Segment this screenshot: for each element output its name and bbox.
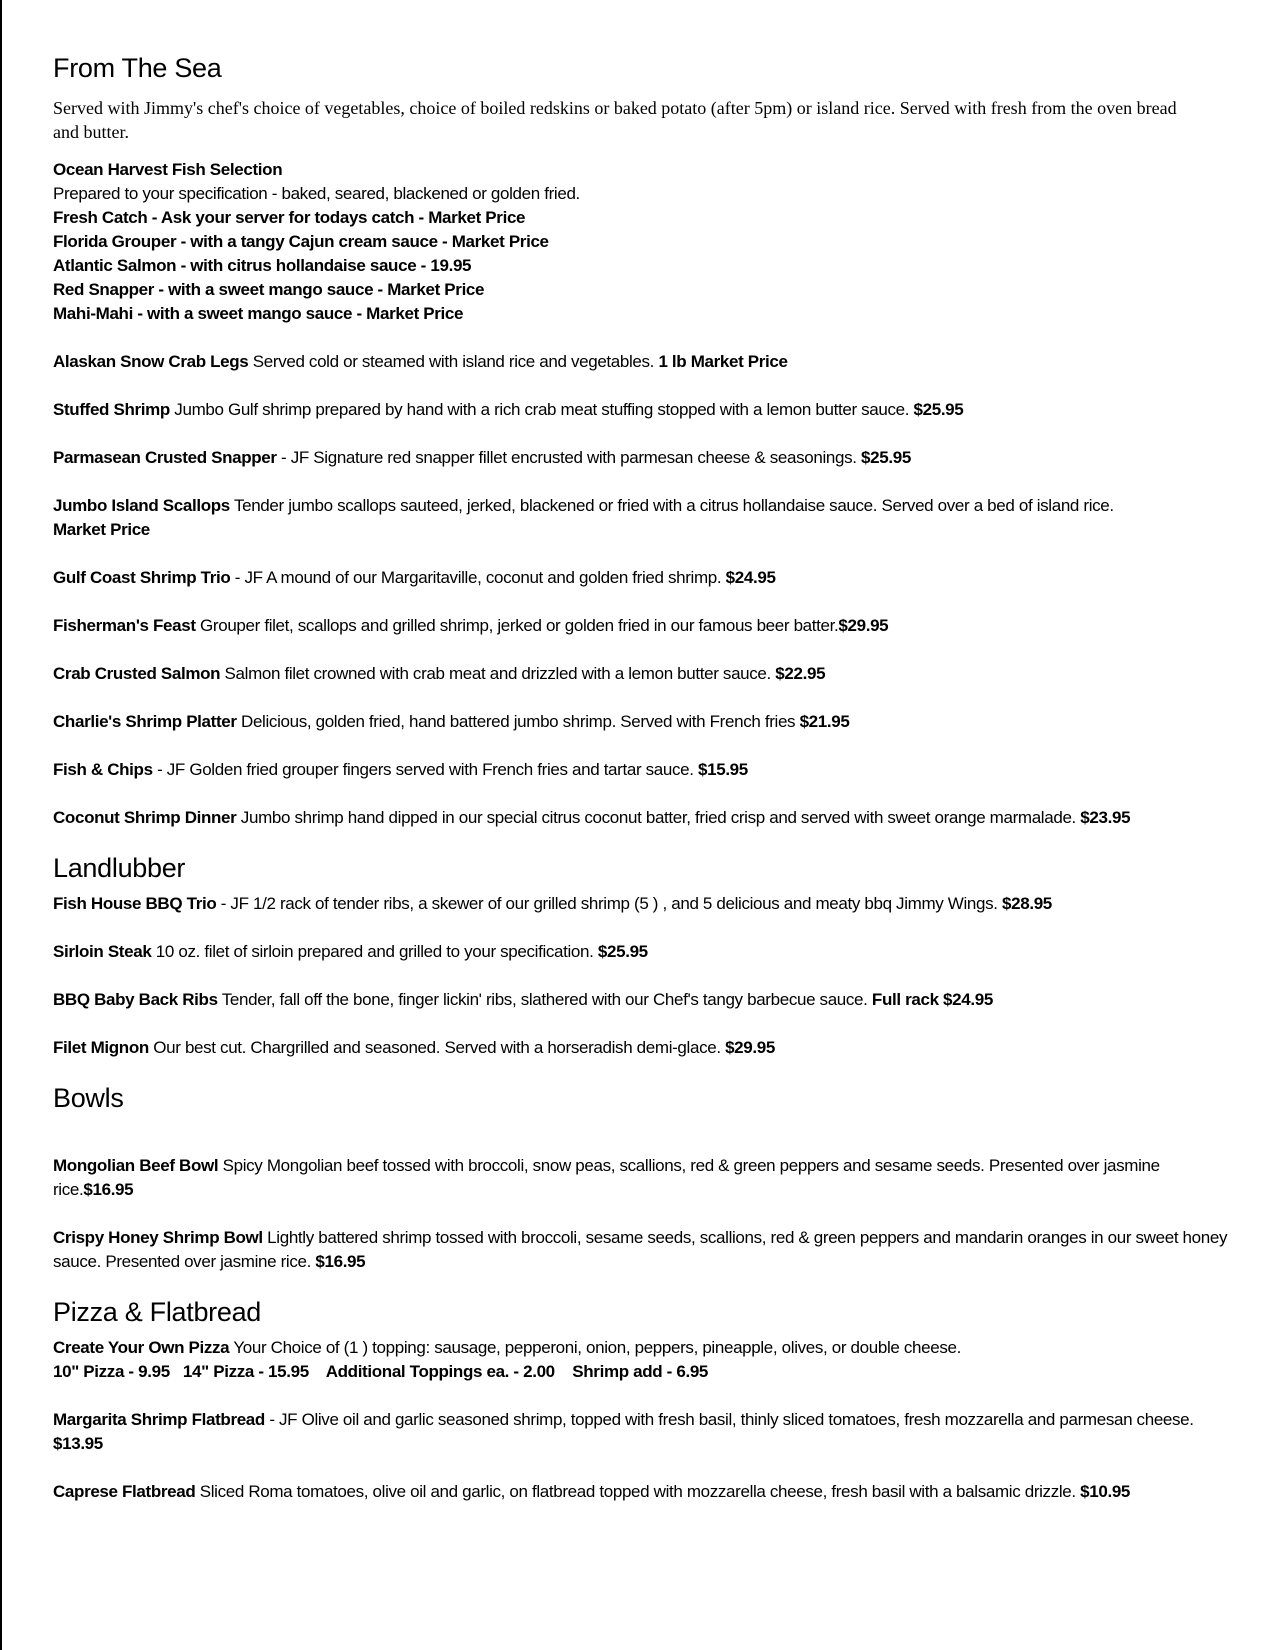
item-name: Parmasean Crusted Snapper [53, 448, 277, 467]
item-name: Fish & Chips [53, 760, 153, 779]
section-title-sea: From The Sea [53, 53, 222, 83]
item-description: Signature red snapper fillet encrusted with parmesan cheese & seasonings. [308, 448, 862, 467]
menu-item-mongolian-beef-bowl [53, 1154, 1243, 1202]
item-tag: - JF [264, 1410, 298, 1429]
menu-item-fish-and-chips [53, 758, 1243, 782]
item-price: $23.95 [1080, 808, 1131, 827]
section-title-bowls: Bowls [53, 1083, 124, 1113]
item-price: $16.95 [83, 1180, 134, 1199]
sea-items [53, 350, 1243, 830]
item-name: BBQ Baby Back Ribs [53, 990, 218, 1009]
menu-item-jumbo-island-scallops [53, 494, 1243, 542]
item-name: Caprese Flatbread [53, 1482, 196, 1501]
item-description: Jumbo shrimp hand dipped in our special citrus coconut batter, fried crisp and served with sweet orange marmalade. [236, 808, 1081, 827]
item-name: Alaskan Snow Crab Legs [53, 352, 249, 371]
fish-option: Florida Grouper - with a tangy Cajun cream sauce - Market Price [53, 232, 549, 251]
pizza-items [53, 1336, 1243, 1504]
item-description: 1/2 rack of tender ribs, a skewer of our grilled shrimp (5 ) , and 5 delicious and meaty bbq Jimmy Wings. [248, 894, 1003, 913]
item-description: Tender, fall off the bone, finger lickin' ribs, slathered with our Chef's tangy barbecue sauce. [217, 990, 872, 1009]
item-name: Crab Crusted Salmon [53, 664, 221, 683]
item-tag: - JF [230, 568, 263, 587]
item-description: Spicy Mongolian beef tossed with broccoli, snow peas, scallions, red & green peppers and sesame seeds. Presented over jasmine rice. [53, 1156, 1160, 1199]
fish-option: Fresh Catch - Ask your server for todays catch - Market Price [53, 208, 526, 227]
item-price: $25.95 [597, 942, 648, 961]
item-description: Salmon filet crowned with crab meat and drizzled with a lemon butter sauce. [220, 664, 776, 683]
item-description: Our best cut. Chargrilled and seasoned. Served with a horseradish demi-glace. [148, 1038, 726, 1057]
item-name: Mongolian Beef Bowl [53, 1156, 219, 1175]
item-name: Margarita Shrimp Flatbread [53, 1410, 265, 1429]
fish-selection-title: Ocean Harvest Fish Selection [53, 160, 283, 179]
fish-option: Red Snapper - with a sweet mango sauce - Market Price [53, 280, 485, 299]
item-price: $16.95 [315, 1252, 366, 1271]
menu-item-alaskan-snow-crab-legs [53, 350, 1243, 374]
menu-item-fish-house-bbq-trio [53, 892, 1243, 916]
landlubber-items [53, 892, 1243, 1060]
item-name: Crispy Honey Shrimp Bowl [53, 1228, 263, 1247]
section-title-landlubber: Landlubber [53, 853, 186, 883]
item-name: Create Your Own Pizza [53, 1338, 230, 1357]
menu-item-charlies-shrimp-platter [53, 710, 1243, 734]
item-description: A mound of our Margaritaville, coconut and golden fried shrimp. [262, 568, 726, 587]
item-price: $25.95 [913, 400, 964, 419]
fish-selection-description: Prepared to your specification - baked, seared, blackened or golden fried. [53, 184, 580, 203]
item-price: $13.95 [53, 1434, 103, 1453]
item-price: $25.95 [861, 448, 911, 467]
menu-item-sirloin-steak [53, 940, 1243, 964]
item-name: Stuffed Shrimp [53, 400, 170, 419]
item-description: Golden fried grouper fingers served with French fries and tartar sauce. [184, 760, 698, 779]
item-name: Jumbo Island Scallops [53, 496, 230, 515]
item-price: $22.95 [775, 664, 826, 683]
item-name: Gulf Coast Shrimp Trio [53, 568, 231, 587]
item-tag: - JF [276, 448, 309, 467]
item-description: Your Choice of (1 ) topping: sausage, pepperoni, onion, peppers, pineapple, olives, or double cheese. [229, 1338, 961, 1357]
menu-item-margarita-shrimp-flatbread [53, 1408, 1243, 1456]
item-name: Fish House BBQ Trio [53, 894, 217, 913]
item-tag: - JF [152, 760, 185, 779]
item-description: Lightly battered shrimp tossed with broccoli, sesame seeds, scallions, red & green peppers and mandarin oranges in our sweet honey sauce. Presented over jasmine rice. [53, 1228, 1228, 1271]
menu-item-crispy-honey-shrimp-bowl [53, 1226, 1243, 1274]
section-pizza-flatbread [53, 1294, 1243, 1504]
menu-item-stuffed-shrimp [53, 398, 1243, 422]
menu-item-caprese-flatbread [53, 1480, 1243, 1504]
item-description: Olive oil and garlic seasoned shrimp, topped with fresh basil, thinly sliced tomatoes, fresh mozzarella and parmesan cheese. [297, 1410, 1194, 1429]
section-from-the-sea [53, 50, 1243, 830]
item-description: Served cold or steamed with island rice and vegetables. [248, 352, 659, 371]
item-price: Market Price [53, 520, 150, 539]
menu-item-fishermans-feast [53, 614, 1243, 638]
menu-item-coconut-shrimp-dinner [53, 806, 1243, 830]
menu-page [53, 50, 1243, 1504]
menu-item-create-your-own-pizza [53, 1336, 1243, 1384]
item-price: 1 lb Market Price [658, 352, 788, 371]
section-title-pizza: Pizza & Flatbread [53, 1297, 261, 1327]
item-name: Coconut Shrimp Dinner [53, 808, 237, 827]
section-bowls [53, 1080, 1243, 1274]
item-description: 10 oz. filet of sirloin prepared and grilled to your specification. [151, 942, 598, 961]
section-intro-sea: Served with Jimmy's chef's choice of vegetables, choice of boiled redskins or baked potato (after 5pm) or island rice. Served with fresh from the oven bread and butter. [53, 98, 1177, 142]
item-name: Fisherman's Feast [53, 616, 196, 635]
item-price: $29.95 [838, 616, 889, 635]
bowls-items [53, 1154, 1243, 1274]
item-description: Sliced Roma tomatoes, olive oil and garlic, on flatbread topped with mozzarella cheese, fresh basil with a balsamic drizzle. [195, 1482, 1081, 1501]
item-name: Filet Mignon [53, 1038, 149, 1057]
item-price: $21.95 [799, 712, 850, 731]
item-price: Full rack $24.95 [871, 990, 993, 1009]
item-tag: - JF [216, 894, 249, 913]
item-description: Grouper filet, scallops and grilled shrimp, jerked or golden fried in our famous beer batter. [195, 616, 839, 635]
page-left-border [0, 0, 2, 1650]
menu-item-crab-crusted-salmon [53, 662, 1243, 686]
item-price: $24.95 [725, 568, 776, 587]
section-landlubber [53, 850, 1243, 1060]
item-price: $28.95 [1002, 894, 1052, 913]
fish-selection-block [53, 158, 1243, 326]
item-name: Charlie's Shrimp Platter [53, 712, 237, 731]
item-name: Sirloin Steak [53, 942, 152, 961]
menu-item-gulf-coast-shrimp-trio [53, 566, 1243, 590]
item-price: $10.95 [1080, 1482, 1131, 1501]
menu-item-parmasean-crusted-snapper [53, 446, 1243, 470]
item-description: Delicious, golden fried, hand battered jumbo shrimp. Served with French fries [236, 712, 800, 731]
item-price: $29.95 [725, 1038, 775, 1057]
fish-option: Mahi-Mahi - with a sweet mango sauce - Market Price [53, 304, 464, 323]
item-description: Jumbo Gulf shrimp prepared by hand with a rich crab meat stuffing stopped with a lemon butter sauce. [169, 400, 914, 419]
item-description: Tender jumbo scallops sauteed, jerked, blackened or fried with a citrus hollandaise sauce. Served over a bed of island rice. [229, 496, 1114, 515]
item-price: $15.95 [698, 760, 748, 779]
menu-item-filet-mignon [53, 1036, 1243, 1060]
menu-item-bbq-baby-back-ribs [53, 988, 1243, 1012]
fish-option: Atlantic Salmon - with citrus hollandaise sauce - 19.95 [53, 256, 472, 275]
pizza-price-list: 10" Pizza - 9.95 14" Pizza - 15.95 Additional Toppings ea. - 2.00 Shrimp add - 6.95 [53, 1362, 709, 1381]
